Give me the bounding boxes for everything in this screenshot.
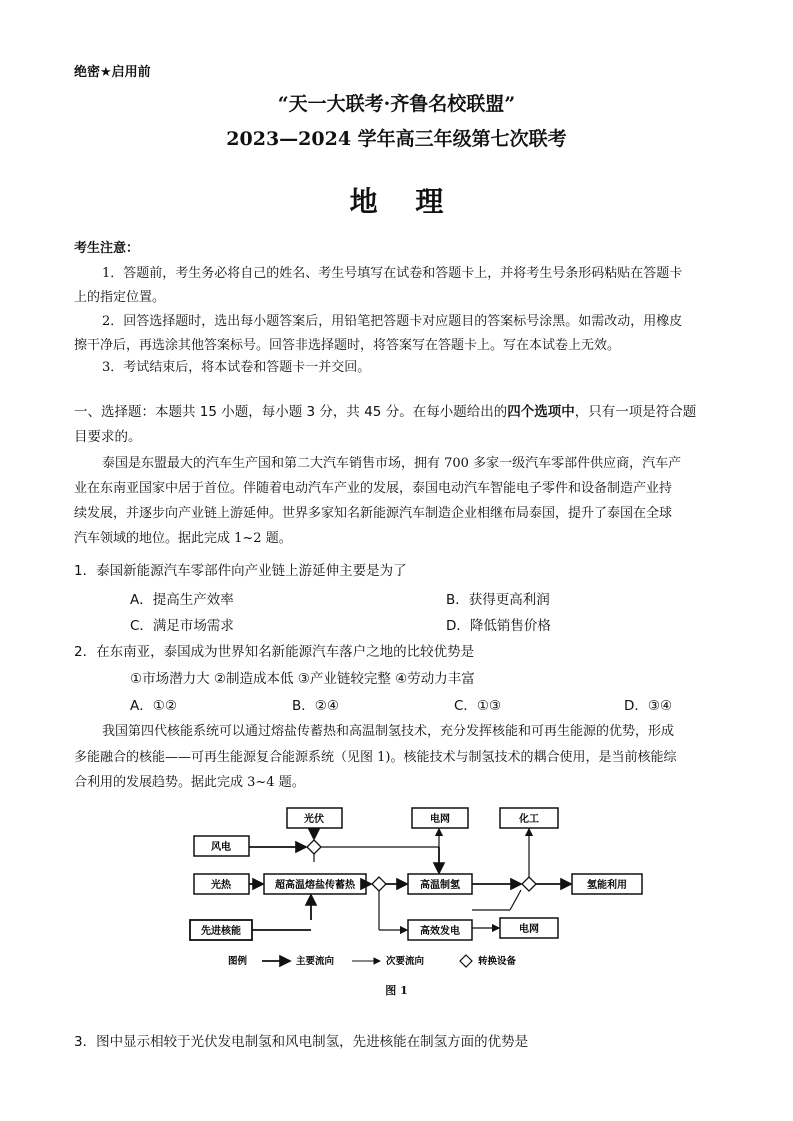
label-gaoxiao: 高效发电 [420,926,460,937]
section-heading-prefix: 一、选择题：本题共 15 小题，每小题 3 分，共 45 分。在每小题给出的 [74,404,508,420]
box-qingneng [572,874,642,894]
legend-minor: 次要流向 [386,956,425,967]
passage-line: 我国第四代核能系统可以通过熔盐传蓄热和高温制氢技术，充分发挥核能和可再生能源的优势，形成 [102,724,675,739]
box-huagong [500,808,558,828]
box-fengdian [194,836,249,856]
label-dianwang-top: 电网 [430,814,450,825]
question-2-option-a[interactable]: A．①② [130,698,177,714]
legend-label: 图例 [228,956,248,967]
label-fengdian: 风电 [211,842,231,853]
legend-main: 主要流向 [296,956,335,967]
question-2-stem: 2．在东南亚，泰国成为世界知名新能源汽车落户之地的比较优势是 [74,644,475,660]
notice-line: 擦干净后，再选涂其他答案标号。回答非选择题时，将答案写在答题卡上。写在本试卷上无效。 [74,338,621,353]
notice-line: 上的指定位置。 [74,290,166,305]
box-dianwang-top [412,808,468,828]
passage-line: 业在东南亚国家中居于首位。伴随着电动汽车产业的发展，泰国电动汽车智能电子零件和设备制造产业持 [74,481,673,496]
legend-device-diamond [460,955,472,967]
label-xuyare: 超高温熔盐传蓄热 [275,880,355,891]
question-2-items: ①市场潜力大 ②制造成本低 ③产业链较完整 ④劳动力丰富 [130,671,475,687]
question-2-option-c[interactable]: C．①③ [454,698,502,714]
section-heading-line2: 目要求的。 [74,429,142,445]
label-huagong: 化工 [519,814,539,825]
passage-line: 汽车领域的地位。据此完成 1~2 题。 [74,531,292,546]
passage-line: 泰国是东盟最大的汽车生产国和第二大汽车销售市场，拥有 700 多家一级汽车零部件供应商，汽车产 [102,456,682,471]
section-heading-suffix: ，只有一项是符合题 [574,404,697,420]
subject-title: 地 理 [349,185,458,218]
passage-line: 合利用的发展趋势。据此完成 3~4 题。 [74,775,305,790]
question-1-option-b[interactable]: B．获得更高利润 [446,592,550,608]
notice-line: 1．答题前，考生务必将自己的姓名、考生号填写在试卷和答题卡上，并将考生号条形码粘贴在答题卡 [102,266,683,281]
box-xuyare [264,874,366,894]
question-1-option-c[interactable]: C．满足市场需求 [130,618,234,634]
passage-line: 多能融合的核能——可再生能源复合能源系统（见图 1)。核能技术与制氢技术的耦合使用，是当前核能综 [74,750,677,765]
box-gaoxiao [408,920,472,940]
label-qingneng: 氢能利用 [587,880,627,891]
question-2-option-b[interactable]: B．②④ [292,698,339,714]
energy-system-diagram [180,800,660,975]
box-guangre [194,874,249,894]
figure-caption: 图 1 [385,984,408,997]
box-dianwang-bottom [500,918,558,938]
section-heading-emphasis: 四个选项中 [507,404,575,420]
label-guangfu: 光伏 [304,814,324,825]
notice-line: 3．考试结束后，将本试卷和答题卡一并交回。 [102,360,371,375]
box-guangfu [287,808,342,828]
question-1-stem: 1．泰国新能源汽车零部件向产业链上游延伸主要是为了 [74,563,407,579]
label-gaowen: 高温制氢 [420,880,460,891]
diagram-legend [228,955,517,967]
question-3-stem: 3．图中显示相较于光伏发电制氢和风电制氢，先进核能在制氢方面的优势是 [74,1034,529,1050]
label-dianwang-bottom: 电网 [519,924,539,935]
legend-device: 转换设备 [478,956,517,967]
label-heneng: 先进核能 [201,926,241,937]
notice-line: 2．回答选择题时，选出每小题答案后，用铅笔把答题卡对应题目的答案标号涂黑。如需改动，用橡皮 [102,314,683,329]
exam-title-line2: 2023—2024 学年高三年级第七次联考 [226,128,567,150]
passage-line: 续发展，并逐步向产业链上游延伸。世界多家知名新能源汽车制造企业相继布局泰国，提升了泰国在全球 [74,506,673,521]
confidential-label: 绝密★启用前 [74,65,151,80]
question-2-option-d[interactable]: D．③④ [624,698,673,714]
label-guangre: 光热 [211,880,231,891]
notice-title: 考生注意： [74,241,140,256]
box-heneng [190,920,252,940]
question-1-option-a[interactable]: A．提高生产效率 [130,592,234,608]
exam-title-line1: “天一大联考·齐鲁名校联盟” [277,93,516,115]
question-1-option-d[interactable]: D．降低销售价格 [446,618,551,634]
box-gaowen [408,874,472,894]
section-heading [74,400,696,420]
